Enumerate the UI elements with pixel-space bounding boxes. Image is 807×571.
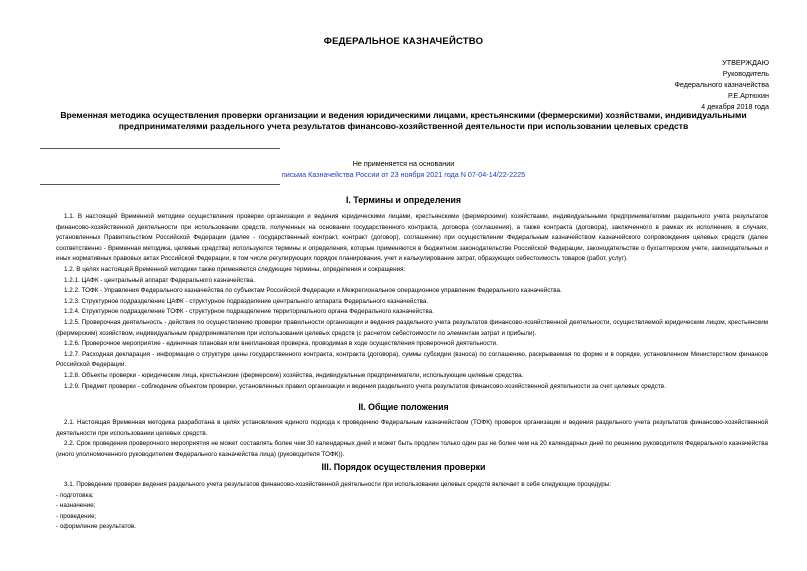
list-item: - проведение;	[56, 512, 97, 520]
organization-name: ФЕДЕРАЛЬНОЕ КАЗНАЧЕЙСТВО	[323, 36, 484, 47]
approval-line: Руководитель	[722, 69, 769, 78]
procedure-list	[56, 491, 768, 533]
paragraph-2-2: 2.2. Срок проведения проверочного мероприятия не может составлять более чем 30 календарных дней и может быть продлен только один раз не более чем на 20 календарных дней по решению руководителя Федерального казначейства (иного уполномоченного руководителем Федерального казначейства лица) (руководителя ТОФК)).	[56, 440, 768, 458]
section-1-body	[56, 212, 768, 392]
section-heading-1: I. Термины и определения	[345, 195, 462, 205]
paragraph-1-2-7: 1.2.7. Расходная декларация - информация о структуре цены государственного контракта, контракта (договора), суммы субсидии (взноса) по соглашению, раскрываемая по форме и в порядке, установленном Министерством финансов Российской Федерации.	[56, 350, 768, 369]
divider-top	[40, 148, 280, 149]
list-item: - назначение;	[56, 502, 96, 510]
paragraph-1-2-5: 1.2.5. Проверочная деятельность - действия по осуществлению проверки правильности организации и ведения раздельного учета результатов финансово-хозяйственной деятельности, осуществляемой юридическим лицом, крестьянским (фермерским) хозяйством, индивидуальным предпринимателем при использовании целевых средств (с расчетом себестоимости по элементам затрат и прибыли).	[56, 318, 768, 337]
list-item: - оформление результатов.	[56, 523, 137, 531]
paragraph-1-2-2: 1.2.2. ТОФК - Управления Федерального казначейства по субъектам Российской Федерации и Межрегиональное операционное управление Федерального казначейства.	[64, 287, 562, 295]
paragraph-3-1: 3.1. Проведение проверки ведения раздельного учета результатов финансово-хозяйственной деятельности при использовании целевых средств включает в себя следующие процедуры:	[64, 481, 612, 488]
paragraph-2-1: 2.1. Настоящая Временная методика разработана в целях установления единого подхода к проведению Федеральным казначейством (ТОФК) проверок организации и ведения раздельного учета результатов финансово-хозяйственной деятельности при использовании целевых средств.	[56, 419, 768, 437]
approval-line: 4 декабря 2018 года	[701, 102, 769, 111]
approval-block	[569, 57, 769, 112]
approval-line: Федерального казначейства	[674, 80, 769, 89]
paragraph-1-1: 1.1. В настоящей Временной методике осуществления проверки организации и ведения юридическими лицами, крестьянскими (фермерскими) хозяйствами, индивидуальными предпринимателями раздельного учета результатов финансово-хозяйственной деятельности при использовании средств, полученных на основании государственного контракта, договора (соглашения), а также контракта (договора), заключенного в рамках их исполнения, в случаях, установленных Правительством Российской Федерации (далее - государственный контракт, контракт (договор), соглашение) при осуществлении Федеральным казначейством казначейского сопровождения целевых средств (далее соответственно - Временная методика, целевые средства) используются термины и определения, которые применяются в бюджетном законодательстве Российской Федерации, законодательстве о бухгалтерском учете, законодательных и иных нормативных правовых актах Российской Федерации, в том числе регулирующих порядок планирования, учет и калькулирование затрат, образующих себестоимость товаров (работ, услуг).	[56, 213, 768, 263]
approval-line: УТВЕРЖДАЮ	[722, 58, 769, 67]
paragraph-1-2-8: 1.2.8. Объекты проверки - юридические лица, крестьянские (фермерские) хозяйства, индивидуальные предприниматели, использующие целевые средства.	[64, 371, 524, 379]
divider-bottom	[40, 184, 280, 185]
paragraph-1-2-6: 1.2.6. Проверочное мероприятие - единичная плановая или внеплановая проверка, проводимая в ходе осуществления проверочной деятельности.	[64, 340, 498, 348]
approval-line: Р.Е.Артюхин	[727, 91, 769, 100]
status-note-link[interactable]: письма Казначейства России от 23 ноября 2021 года N 07-04-14/22-2225	[281, 170, 526, 179]
document-title: Временная методика осуществления проверки организации и ведения юридическими лицами, крестьянскими (фермерскими) хозяйствами, индивидуальными предпринимателями раздельного учета результатов финансово-хозяйственной деятельности при использовании целевых средств	[60, 110, 747, 131]
paragraph-1-2-4: 1.2.4. Структурное подразделение ТОФК - структурное подразделение территориального органа Федерального казначейства.	[64, 308, 434, 316]
status-note	[40, 158, 767, 180]
paragraph-1-2-1: 1.2.1. ЦАФК - центральный аппарат Федерального казначейства.	[64, 276, 255, 284]
section-heading-3: III. Порядок осуществления проверки	[321, 462, 486, 472]
paragraph-1-2-9: 1.2.9. Предмет проверки - соблюдение объектом проверки, установленных правил организации и ведения раздельного учета результатов финансово-хозяйственной деятельности за счет целевых средств.	[64, 382, 666, 390]
list-item: - подготовка;	[56, 492, 94, 499]
paragraph-1-2: 1.2. В целях настоящей Временной методики также применяются следующие термины, определения и сокращения:	[64, 265, 406, 273]
section-heading-2: II. Общие положения	[358, 402, 449, 412]
paragraph-1-2-3: 1.2.3. Структурное подразделение ЦАФК - структурное подразделение центрального аппарата Федерального казначейства.	[64, 297, 429, 305]
section-2-body	[56, 418, 768, 460]
status-note-text: Не применяется на основании	[352, 159, 455, 168]
section-3-body	[56, 480, 768, 491]
